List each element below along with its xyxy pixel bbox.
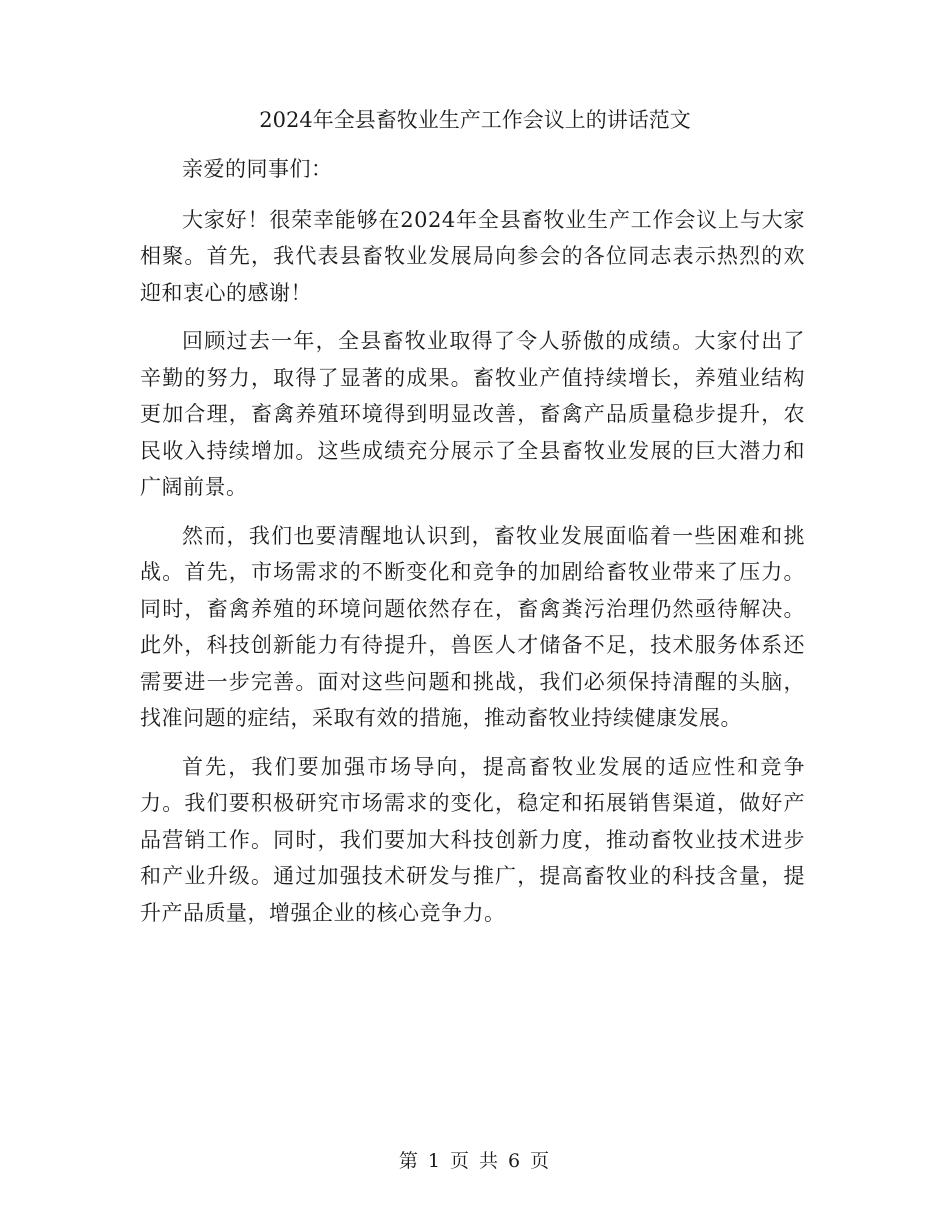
document-title: 2024年全县畜牧业生产工作会议上的讲话范文	[259, 108, 691, 132]
paragraph-1: 大家好！很荣幸能够在2024年全县畜牧业生产工作会议上与大家相聚。首先，我代表县畜牧业发展局向参会的各位同志表示热烈的欢迎和衷心的感谢！	[140, 207, 805, 305]
paragraph-3: 然而，我们也要清醒地认识到，畜牧业发展面临着一些困难和挑战。首先，市场需求的不断变化和竞争的加剧给畜牧业带来了压力。同时，畜禽养殖的环境问题依然存在，畜禽粪污治理仍然亟待解决。此外，科技创新能力有待提升，兽医人才储备不足，技术服务体系还需要进一步完善。面对这些问题和挑战，我们必须保持清醒的头脑，找准问题的症结，采取有效的措施，推动畜牧业持续健康发展。	[140, 523, 805, 730]
greeting: 亲爱的同事们：	[182, 157, 333, 181]
page-footer: 第 1 页 共 6 页	[398, 1150, 552, 1172]
document-body	[140, 151, 805, 943]
paragraph-4: 首先，我们要加强市场导向，提高畜牧业发展的适应性和竞争力。我们要积极研究市场需求的变化，稳定和拓展销售渠道，做好产品营销工作。同时，我们要加大科技创新力度，推动畜牧业技术进步和产业升级。通过加强技术研发与推广，提高畜牧业的科技含量，提升产品质量，增强企业的核心竞争力。	[140, 754, 805, 925]
paragraph-2: 回顾过去一年，全县畜牧业取得了令人骄傲的成绩。大家付出了辛勤的努力，取得了显著的成果。畜牧业产值持续增长，养殖业结构更加合理，畜禽养殖环境得到明显改善，畜禽产品质量稳步提升，农民收入持续增加。这些成绩充分展示了全县畜牧业发展的巨大潜力和广阔前景。	[140, 329, 805, 499]
